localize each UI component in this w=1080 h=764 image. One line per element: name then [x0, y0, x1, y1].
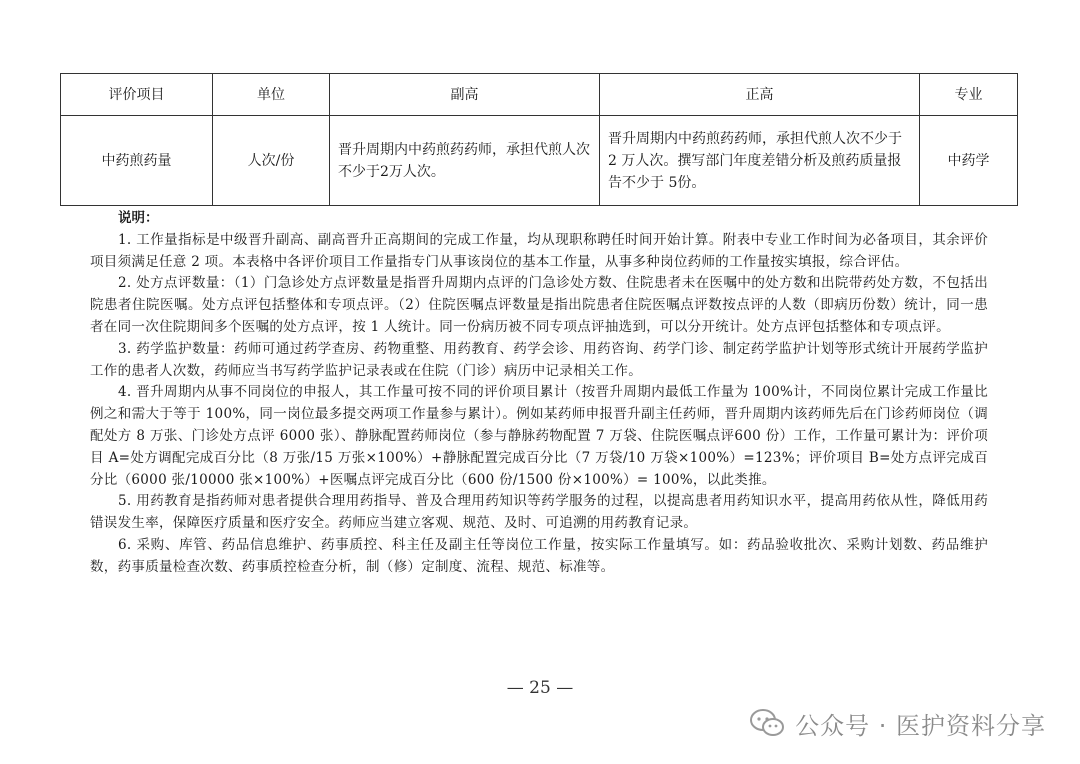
- header-associate-senior: 副高: [330, 74, 600, 116]
- cell-senior: 晋升周期内中药煎药药师，承担代煎人次不少于 2 万人次。撰写部门年度差错分析及煎药质量报告不少于 5份。: [600, 116, 920, 206]
- watermark-text: 公众号 · 医护资料分享: [795, 711, 1046, 740]
- table-row: [61, 116, 1018, 206]
- header-senior: 正高: [600, 74, 920, 116]
- cell-unit: 人次/份: [213, 116, 330, 206]
- note-paragraph-2: 2. 处方点评数量：（1）门急诊处方点评数量是指晋升周期内点评的门急诊处方数、住院患者未在医嘱中的处方数和出院带药处方数，不包括出院患者住院医嘱。处方点评包括整体和专项点评。（2）住院医嘱点评数量是指出院患者住院医嘱点评数按点评的人数（即病历份数）统计，同一患者在同一次住院期间多个医嘱的处方点评，按 1 人统计。同一份病历被不同专项点评抽选到，可以分开统计。处方点评包括整体和专项点评。: [90, 275, 988, 335]
- cell-specialty: 中药学: [920, 116, 1018, 206]
- cell-eval-item: 中药煎药量: [61, 116, 213, 206]
- note-paragraph-6: 6. 采购、库管、药品信息维护、药事质控、科主任及副主任等岗位工作量，按实际工作量填写。如：药品验收批次、采购计划数、药品维护数，药事质量检查次数、药事质控检查分析，制（修）定制度、流程、规范、标准等。: [90, 536, 988, 575]
- cell-associate-senior: 晋升周期内中药煎药药师，承担代煎人次不少于2万人次。: [330, 116, 600, 206]
- note-paragraph-5: 5. 用药教育是指药师对患者提供合理用药指导、普及合理用药知识等药学服务的过程，以提高患者用药知识水平，提高用药依从性，降低用药错误发生率，保障医疗质量和医疗安全。药师应当建立客观、规范、及时、可追溯的用药教育记录。: [90, 493, 988, 532]
- header-unit: 单位: [213, 74, 330, 116]
- watermark: [749, 703, 1046, 743]
- page-number: — 25 —: [506, 678, 574, 698]
- evaluation-table: [60, 73, 1018, 206]
- table-header-row: [61, 74, 1018, 116]
- notes-section: [90, 208, 988, 579]
- note-paragraph-3: 3. 药学监护数量：药师可通过药学查房、药物重整、用药教育、药学会诊、用药咨询、药学门诊、制定药学监护计划等形式统计开展药学监护工作的患者人次数，药师应当书写药学监护记录表或在住院（门诊）病历中记录相关工作。: [90, 340, 988, 379]
- note-paragraph-4: 4. 晋升周期内从事不同岗位的申报人，其工作量可按不同的评价项目累计（按晋升周期内最低工作量为 100%计，不同岗位累计完成工作量比例之和需大于等于 100%，同一岗位最多提交两项工作量参与累计）。例如某药师申报晋升副主任药师，晋升周期内该药师先后在门诊药师岗位（调配处方 8 万张、门诊处方点评 6000 张）、静脉配置药师岗位（参与静脉药物配置 7 万袋、住院医嘱点评600 份）工作，工作量可累计为：评价项目 A=处方调配完成百分比（8 万张/15 万张×100%）+静脉配置完成百分比（7 万袋/10 万袋×100%）=123%；评价项目 B=处方点评完成百分比（6000 张/10000 张×100%）+医嘱点评完成百分比（600 份/1500 份×100%）= 100%，以此类推。: [90, 384, 988, 488]
- header-specialty: 专业: [920, 74, 1018, 116]
- notes-title: 说明：: [118, 210, 159, 226]
- note-paragraph-1: 1. 工作量指标是中级晋升副高、副高晋升正高期间的完成工作量，均从现职称聘任时间开始计算。附表中专业工作时间为必备项目，其余评价项目须满足任意 2 项。本表格中各评价项目工作量指专门从事该岗位的基本工作量，从事多种岗位药师的工作量按实填报，综合评估。: [90, 231, 988, 270]
- wechat-icon: [749, 708, 785, 738]
- header-eval-item: 评价项目: [61, 74, 213, 116]
